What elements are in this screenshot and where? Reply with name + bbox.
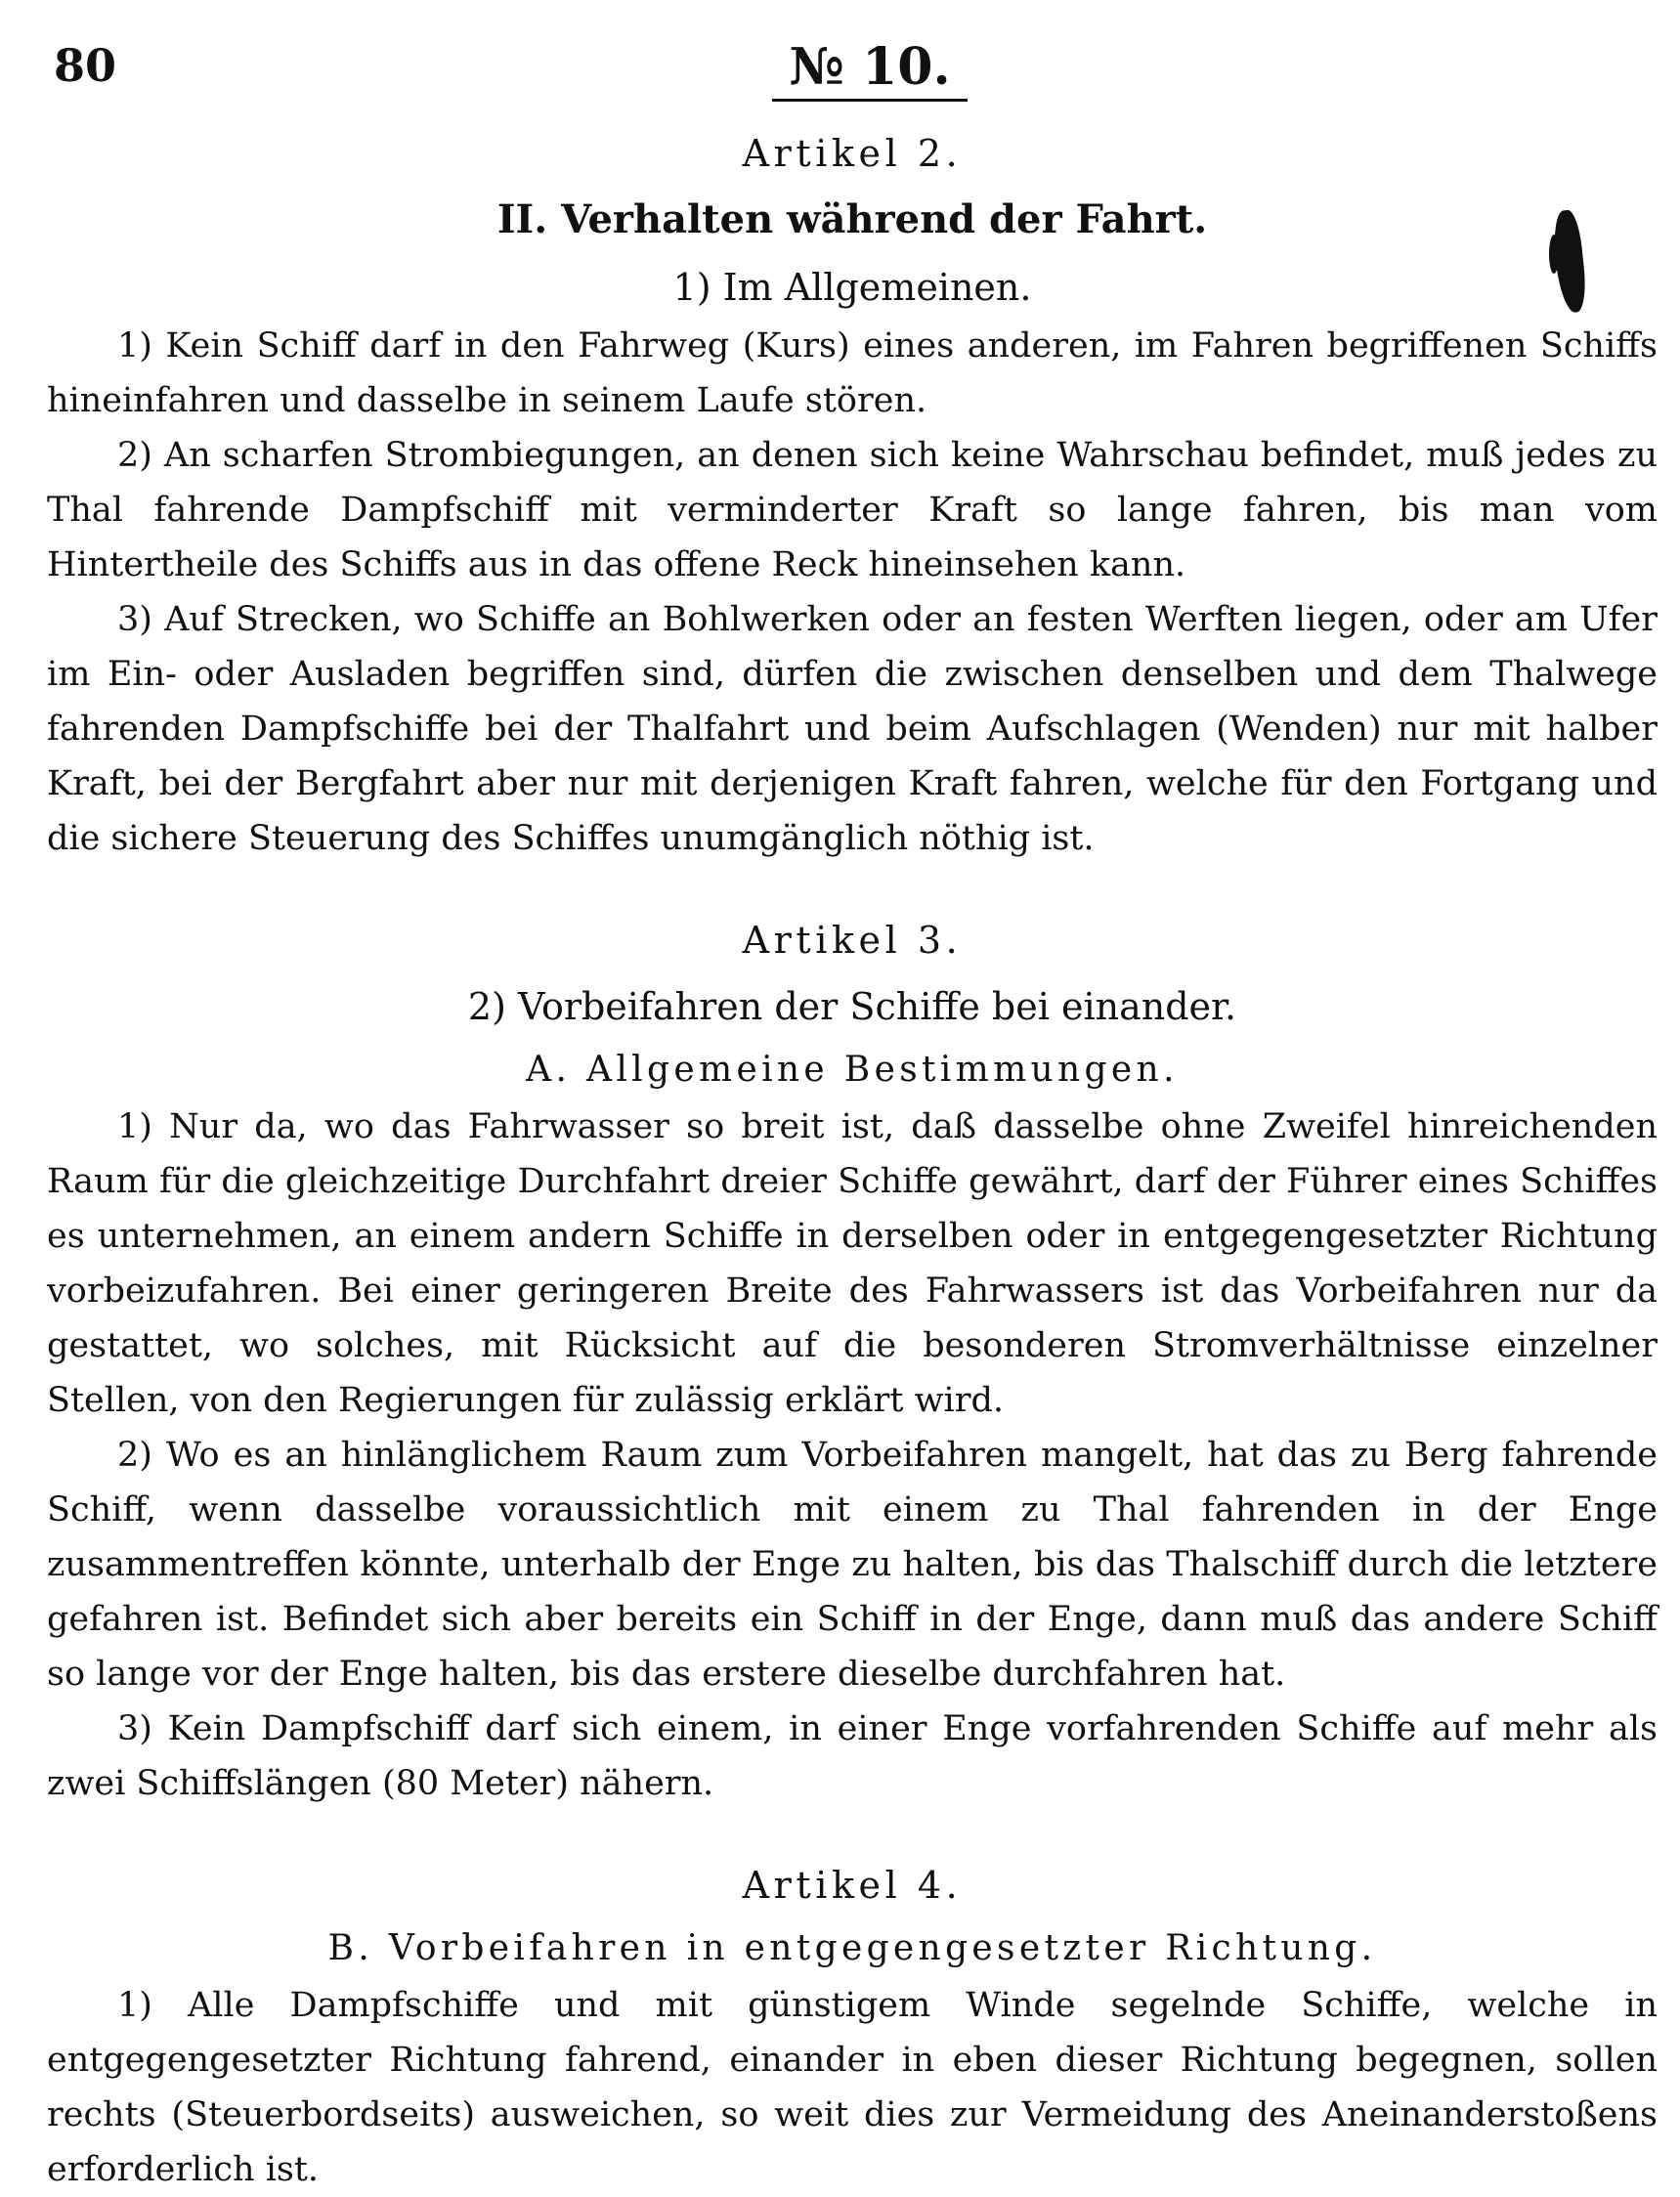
article-3-paragraph-1: 1) Nur da, wo das Fahrwasser so breit ist, daß dasselbe ohne Zweifel hinreichenden Raum für die gleichzeitige Durchfahrt dreier Schiffe gewährt, darf der Führer eines Schiffes es unternehmen, an einem andern Schiffe in derselben oder in entgegengesetzter Richtung vorbeizufahren. Bei einer geringeren Breite des Fahrwassers ist das Vorbeifahren nur da gestattet, wo solches, mit Rücksicht auf die besonderen Stromverhältnisse einzelner Stellen, von den Regierungen für zulässig erklärt wird. — [47, 1107, 1658, 1420]
article-2-paragraph-1: 1) Kein Schiff darf in den Fahrweg (Kurs) eines anderen, im Fahren begriffenen Schiffs hineinfahren und dasselbe in seinem Laufe stören. — [47, 326, 1658, 420]
article-2-heading: Artikel 2. — [742, 132, 963, 175]
page-body — [47, 122, 1658, 2197]
subsection-general-provisions: A. Allgemeine Bestimmungen. — [526, 1050, 1179, 1090]
article-4-heading: Artikel 4. — [742, 1864, 963, 1907]
article-2-paragraph-2: 2) An scharfen Strombiegungen, an denen sich keine Wahrschau befindet, muß jedes zu Thal fahrende Dampfschiff mit verminderter Kraft so lange fahren, bis man vom Hintertheile des Schiffs aus in das offene Reck hineinsehen kann. — [47, 436, 1658, 584]
subsection-passing: 2) Vorbeifahren der Schiffe bei einander. — [467, 985, 1237, 1028]
page-number: 80 — [54, 39, 117, 92]
article-2-paragraph-3: 3) Auf Strecken, wo Schiffe an Bohlwerken oder an festen Werften liegen, oder am Ufer im Ein- oder Ausladen begriffen sind, dürfen die zwischen denselben und dem Thalwege fahrenden Dampfschiffe bei der Thalfahrt und beim Aufschlagen (Wenden) nur mit halber Kraft, bei der Bergfahrt aber nur mit derjenigen Kraft fahren, welche für den Fortgang und die sichere Steuerung des Schiffes unumgänglich nöthig ist. — [47, 600, 1658, 858]
subsection-general: 1) Im Allgemeinen. — [672, 266, 1032, 309]
article-3-paragraph-3: 3) Kein Dampfschiff darf sich einem, in einer Enge vorfahrenden Schiffe auf mehr als zwei Schiffslängen (80 Meter) nähern. — [47, 1709, 1658, 1803]
subsection-opposite-direction: B. Vorbeifahren in entgegengesetzter Richtung. — [327, 1928, 1377, 1968]
issue-number: № 10. — [772, 37, 968, 102]
article-4-paragraph-1: 1) Alle Dampfschiffe und mit günstigem Winde segelnde Schiffe, welche in entgegengesetzter Richtung fahrend, einander in eben dieser Richtung begegnen, sollen rechts (Steuerbordseits) ausweichen, so weit dies zur Vermeidung des Aneinanderstoßens erforderlich ist. — [47, 1986, 1658, 2189]
article-3-paragraph-2: 2) Wo es an hinlänglichem Raum zum Vorbeifahren mangelt, hat das zu Berg fahrende Schiff, wenn dasselbe voraussichtlich mit einem zu Thal fahrenden in der Enge zusammentreffen könnte, unterhalb der Enge zu halten, bis das Thalschiff durch die letztere gefahren ist. Befindet sich aber bereits ein Schiff in der Enge, dann muß das andere Schiff so lange vor der Enge halten, bis das erstere dieselbe durchfahren hat. — [47, 1436, 1658, 1694]
article-3-heading: Artikel 3. — [742, 919, 963, 962]
section-title: II. Verhalten während der Fahrt. — [496, 196, 1208, 242]
page-header — [0, 0, 1680, 108]
